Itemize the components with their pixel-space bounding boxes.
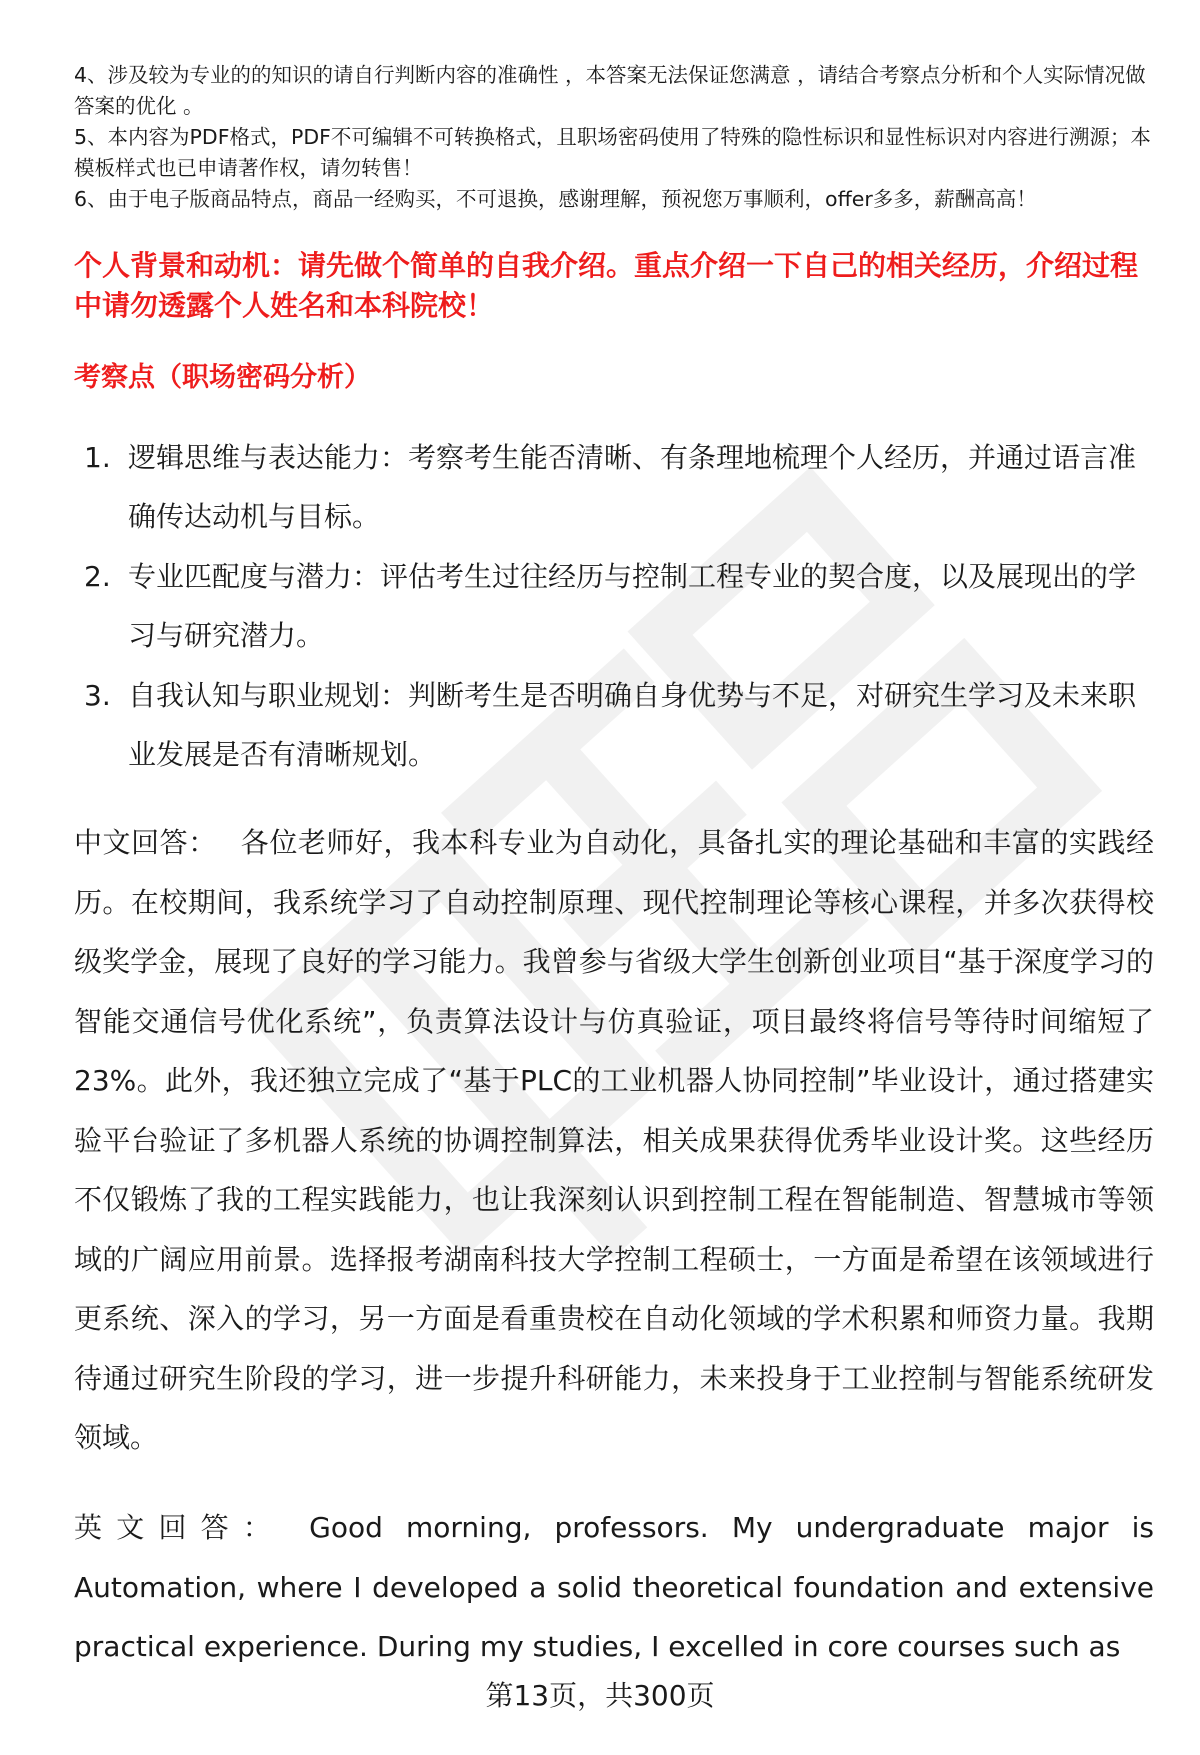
assessment-points-list [84,428,1144,785]
list-item-number: 2. [84,560,111,593]
english-answer [74,1498,1154,1677]
note-item: 6、由于电子版商品特点，商品一经购买，不可退换，感谢理解，预祝您万事顺利，offer多多，薪酬高高！ [74,187,1037,211]
section-title: 考察点（职场密码分析） [74,362,371,393]
list-item [84,428,1144,546]
list-item-number: 3. [84,679,111,712]
list-item-text: 逻辑思维与表达能力：考察考生能否清晰、有条理地梳理个人经历，并通过语言准确传达动机与目标。 [128,441,1137,533]
note-item: 5、本内容为PDF格式，PDF不可编辑不可转换格式，且职场密码使用了特殊的隐性标识和显性标识对内容进行溯源；本模板样式也已申请著作权，请勿转售！ [74,125,1151,180]
list-item-text: 专业匹配度与潜力：评估考生过往经历与控制工程专业的契合度，以及展现出的学习与研究潜力。 [128,560,1137,652]
list-item-text: 自我认知与职业规划：判断考生是否明确自身优势与不足，对研究生学习及未来职业发展是否有清晰规划。 [128,679,1137,771]
note-item: 4、涉及较为专业的的知识的请自行判断内容的准确性 ，本答案无法保证您满意 ，请结合考察点分析和个人实际情况做答案的优化 。 [74,63,1146,118]
chinese-answer-label: 中文回答： [74,826,217,859]
chinese-answer-text: 各位老师好，我本科专业为自动化，具备扎实的理论基础和丰富的实践经历。在校期间，我系统学习了自动控制原理、现代控制理论等核心课程，并多次获得校级奖学金，展现了良好的学习能力。我曾参与省级大学生创新创业项目“基于深度学习的智能交通信号优化系统”，负责算法设计与仿真验证，项目最终将信号等待时间缩短了23%。此外，我还独立完成了“基于PLC的工业机器人协同控制”毕业设计，通过搭建实验平台验证了多机器人系统的协调控制算法，相关成果获得优秀毕业设计奖。这些经历不仅锻炼了我的工程实践能力，也让我深刻认识到控制工程在智能制造、智慧城市等领域的广阔应用前景。选择报考湖南科技大学控制工程硕士，一方面是希望在该领域进行更系统、深入的学习，另一方面是看重贵校在自动化领域的学术积累和师资力量。我期待通过研究生阶段的学习，进一步提升科研能力，未来投身于工业控制与智能系统研发领域。 [74,826,1154,1454]
list-item [84,666,1144,784]
list-item [84,547,1144,665]
list-item-number: 1. [84,441,111,474]
page-number: 第13页，共300页 [485,1679,715,1712]
question-title: 个人背景和动机：请先做个简单的自我介绍。重点介绍一下自己的相关经历，介绍过程中请勿透露个人姓名和本科院校！ [74,249,1139,322]
english-answer-label: 英文回答： [74,1511,286,1544]
notes-block [74,60,1154,215]
chinese-answer [74,813,1154,1468]
english-answer-text: Good morning, professors. My undergraduate major is Automation, where I developed a solid theoretical foundation and extensive practical experience. During my studies, I excelled in core courses such as [74,1511,1154,1663]
